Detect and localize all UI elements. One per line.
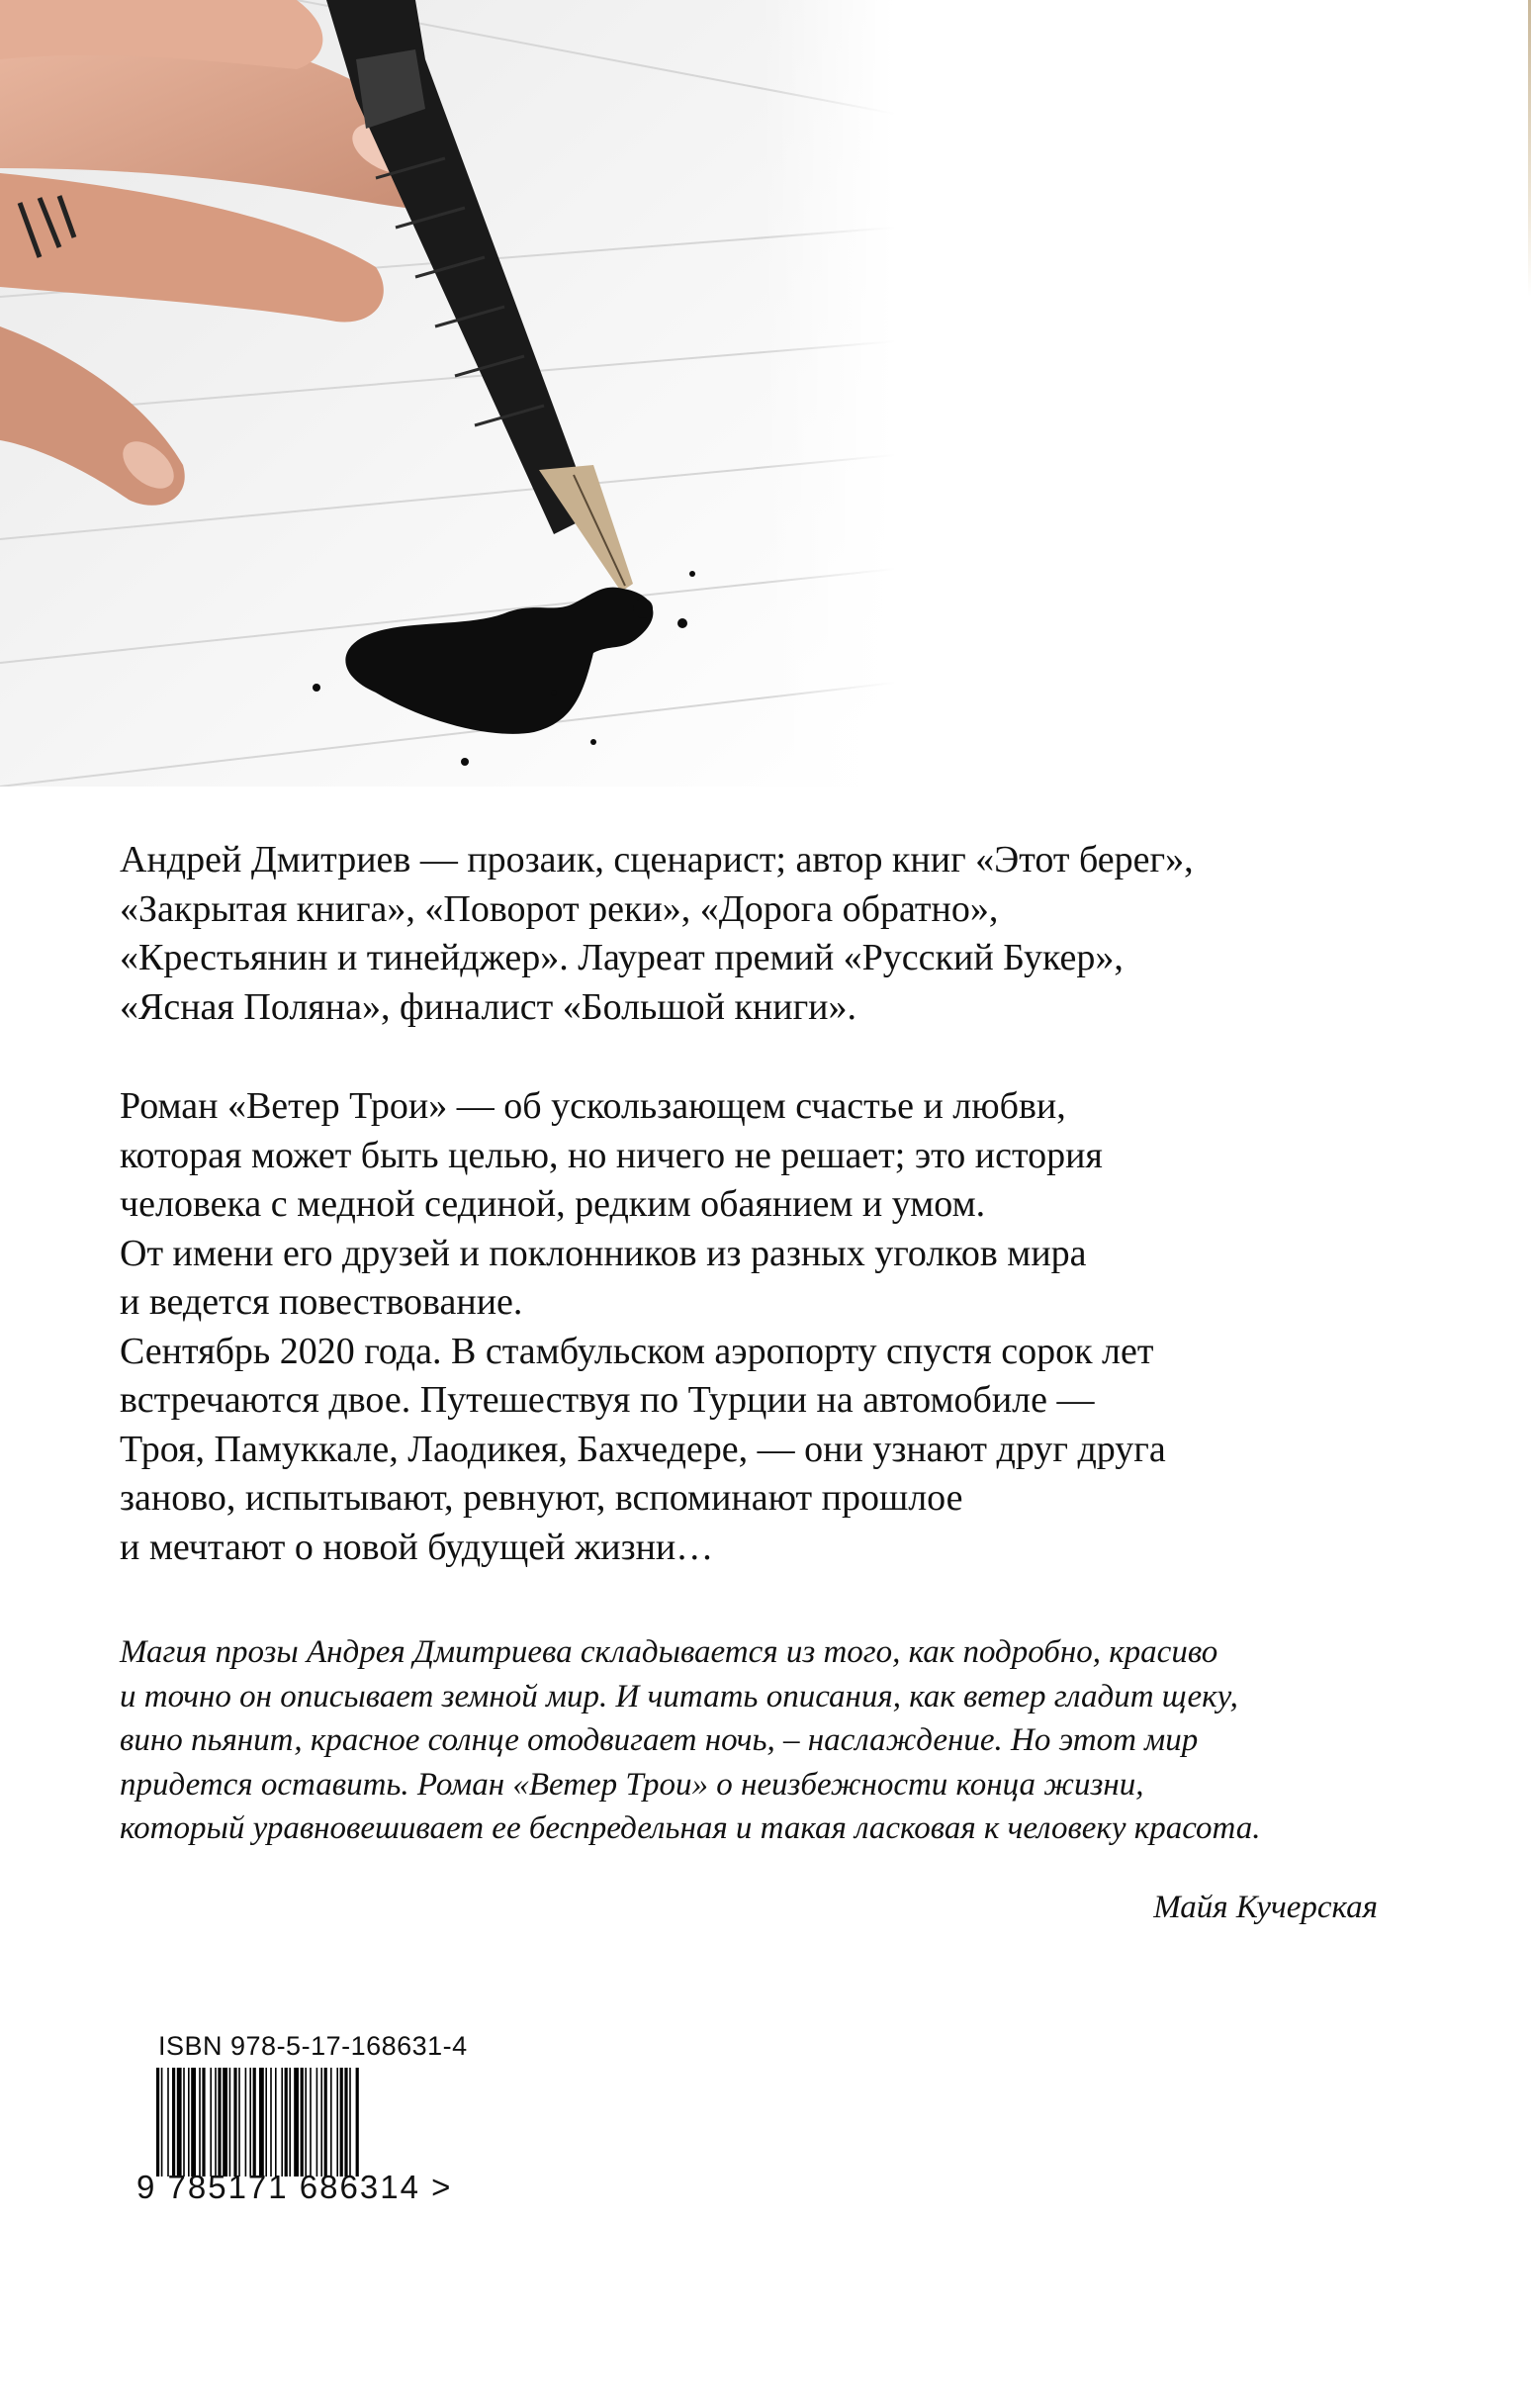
blurb-line: и мечтают о новой будущей жизни…: [120, 1526, 714, 1568]
blurb-line: Сентябрь 2020 года. В стамбульском аэропорту спустя сорок лет: [120, 1330, 1154, 1372]
quote-line: и точно он описывает земной мир. И читать описания, как ветер гладит щеку,: [120, 1678, 1238, 1714]
blurb-line: встречаются двое. Путешествуя по Турции на автомобиле —: [120, 1379, 1095, 1421]
blurb-line: человека с медной сединой, редким обаянием и умом.: [120, 1183, 986, 1225]
blurb-line: и ведется повествование.: [120, 1281, 523, 1323]
blurb-line: От имени его друзей и поклонников из разных уголков мира: [120, 1232, 1087, 1274]
review-quote: [120, 1630, 1405, 1851]
blurb-line: Троя, Памуккале, Лаодикея, Бахчедере, — они узнают друг друга: [120, 1428, 1166, 1470]
bio-line: «Закрытая книга», «Поворот реки», «Дорога обратно»,: [120, 887, 999, 930]
quote-line: который уравновешивает ее беспредельная и такая ласковая к человеку красота.: [120, 1810, 1261, 1847]
book-blurb: [120, 1082, 1405, 1572]
isbn-label: ISBN 978-5-17-168631-4: [158, 2031, 468, 2061]
quote-line: вино пьянит, красное солнце отодвигает ночь, – наслаждение. Но этот мир: [120, 1722, 1199, 1759]
blurb-line: Роман «Ветер Трои» — об ускользающем счастье и любви,: [120, 1085, 1066, 1127]
bio-line: Андрей Дмитриев — прозаик, сценарист; автор книг «Этот берег»,: [120, 839, 1194, 880]
blurb-line: заново, испытывают, ревнуют, вспоминают прошлое: [120, 1477, 963, 1519]
barcode-image: [156, 2068, 459, 2176]
author-bio: [120, 836, 1405, 1032]
blurb-line: которая может быть целью, но ничего не решает; это история: [120, 1134, 1103, 1176]
barcode-digits: 9 785171 686314 >: [136, 2169, 453, 2205]
bio-line: «Ясная Поляна», финалист «Большой книги».: [120, 985, 857, 1028]
quote-author: Майя Кучерская: [1153, 1890, 1378, 1925]
quote-line: Магия прозы Андрея Дмитриева складывается из того, как подробно, красиво: [120, 1634, 1218, 1670]
cover-photo-hand-pen-ink: [0, 0, 895, 787]
quote-line: придется оставить. Роман «Ветер Трои» о неизбежности конца жизни,: [120, 1766, 1144, 1803]
bio-line: «Крестьянин и тинейджер». Лауреат премий «Русский Букер»,: [120, 937, 1124, 978]
